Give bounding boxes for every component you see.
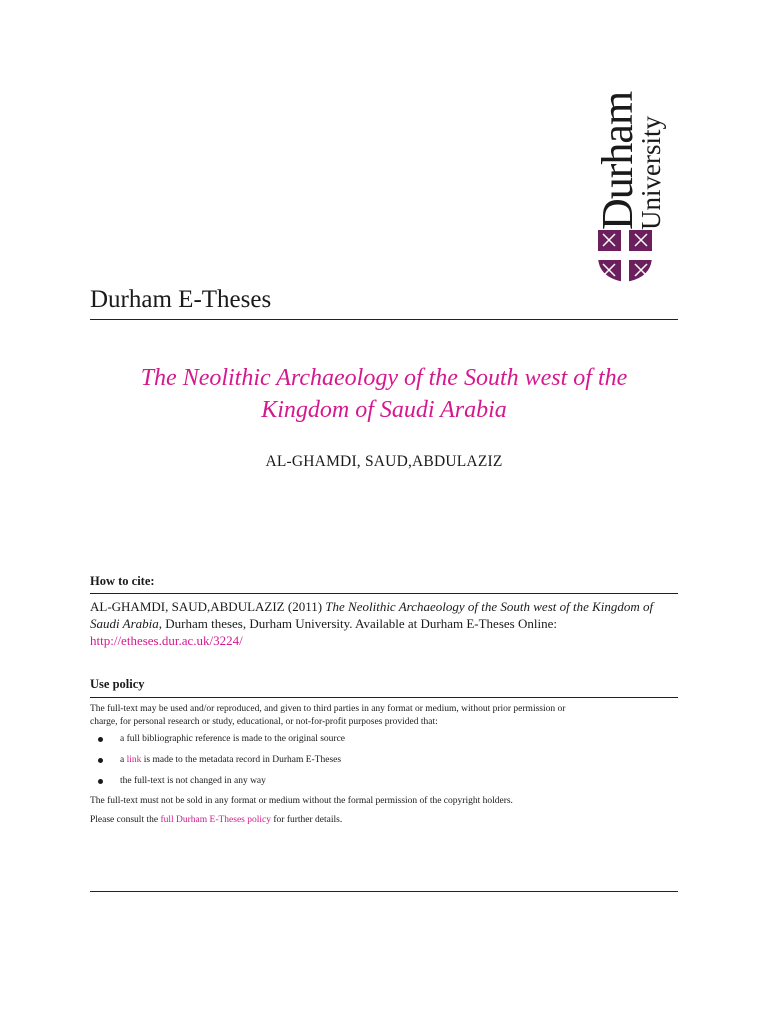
citation-title-line1: The Neolithic Archaeology of the South west of the Kingdom of: [325, 599, 654, 614]
condition-text: a full bibliographic reference is made to the original source: [120, 734, 346, 744]
full-policy-link[interactable]: full Durham E-Theses policy: [160, 815, 271, 825]
cite-heading: How to cite:: [90, 574, 155, 588]
repository-title: Durham E-Theses: [90, 286, 272, 313]
logo-word-durham: Durham: [593, 91, 642, 230]
bullet-icon: [98, 758, 103, 763]
policy-divider: [90, 697, 678, 698]
durham-shield-icon: [598, 230, 652, 282]
list-item: [96, 775, 345, 796]
not-sold-notice: The full-text must not be sold in any format or medium without the formal permission of the copyright holders.: [90, 796, 513, 806]
cite-divider: [90, 593, 678, 594]
bullet-icon: [98, 779, 103, 784]
use-policy-heading: Use policy: [90, 677, 145, 691]
logo-word-university: University: [636, 116, 666, 230]
footer-divider: [90, 891, 678, 892]
thesis-title: [90, 362, 678, 426]
citation-url-link[interactable]: http://etheses.dur.ac.uk/3224/: [90, 633, 243, 648]
thesis-title-line2: Kingdom of Saudi Arabia: [261, 397, 507, 423]
bullet-icon: [98, 737, 103, 742]
policy-intro: [90, 703, 678, 729]
thesis-title-line1: The Neolithic Archaeology of the South west of the: [140, 365, 628, 391]
citation-title-line2: Saudi Arabia: [90, 616, 159, 631]
citation-block: [90, 598, 682, 649]
condition-text-pre: a: [120, 755, 127, 765]
metadata-record-link[interactable]: link: [126, 755, 142, 765]
condition-text-post: is made to the metadata record in Durham E-Theses: [141, 755, 342, 765]
policy-conditions-list: [96, 733, 345, 796]
header-divider: [90, 319, 678, 320]
logo-wordmark: [593, 60, 682, 230]
list-item: [96, 754, 345, 775]
durham-university-logo: [593, 91, 682, 282]
citation-author-year: AL-GHAMDI, SAUD,ABDULAZIZ (2011): [90, 599, 323, 614]
list-item: [96, 733, 345, 754]
policy-intro-line1: The full-text may be used and/or reproduced, and given to third parties in any format or medium, without prior permission or: [90, 704, 566, 714]
citation-rest: , Durham theses, Durham University. Available at Durham E-Theses Online:: [158, 616, 557, 631]
thesis-author: AL-GHAMDI, SAUD,ABDULAZIZ: [265, 453, 503, 470]
consult-post: for further details.: [271, 815, 343, 825]
condition-text: the full-text is not changed in any way: [120, 776, 266, 786]
consult-notice: [90, 814, 678, 827]
consult-pre: Please consult the: [90, 815, 161, 825]
policy-intro-line2: charge, for personal research or study, educational, or not-for-profit purposes provided that:: [90, 717, 438, 727]
